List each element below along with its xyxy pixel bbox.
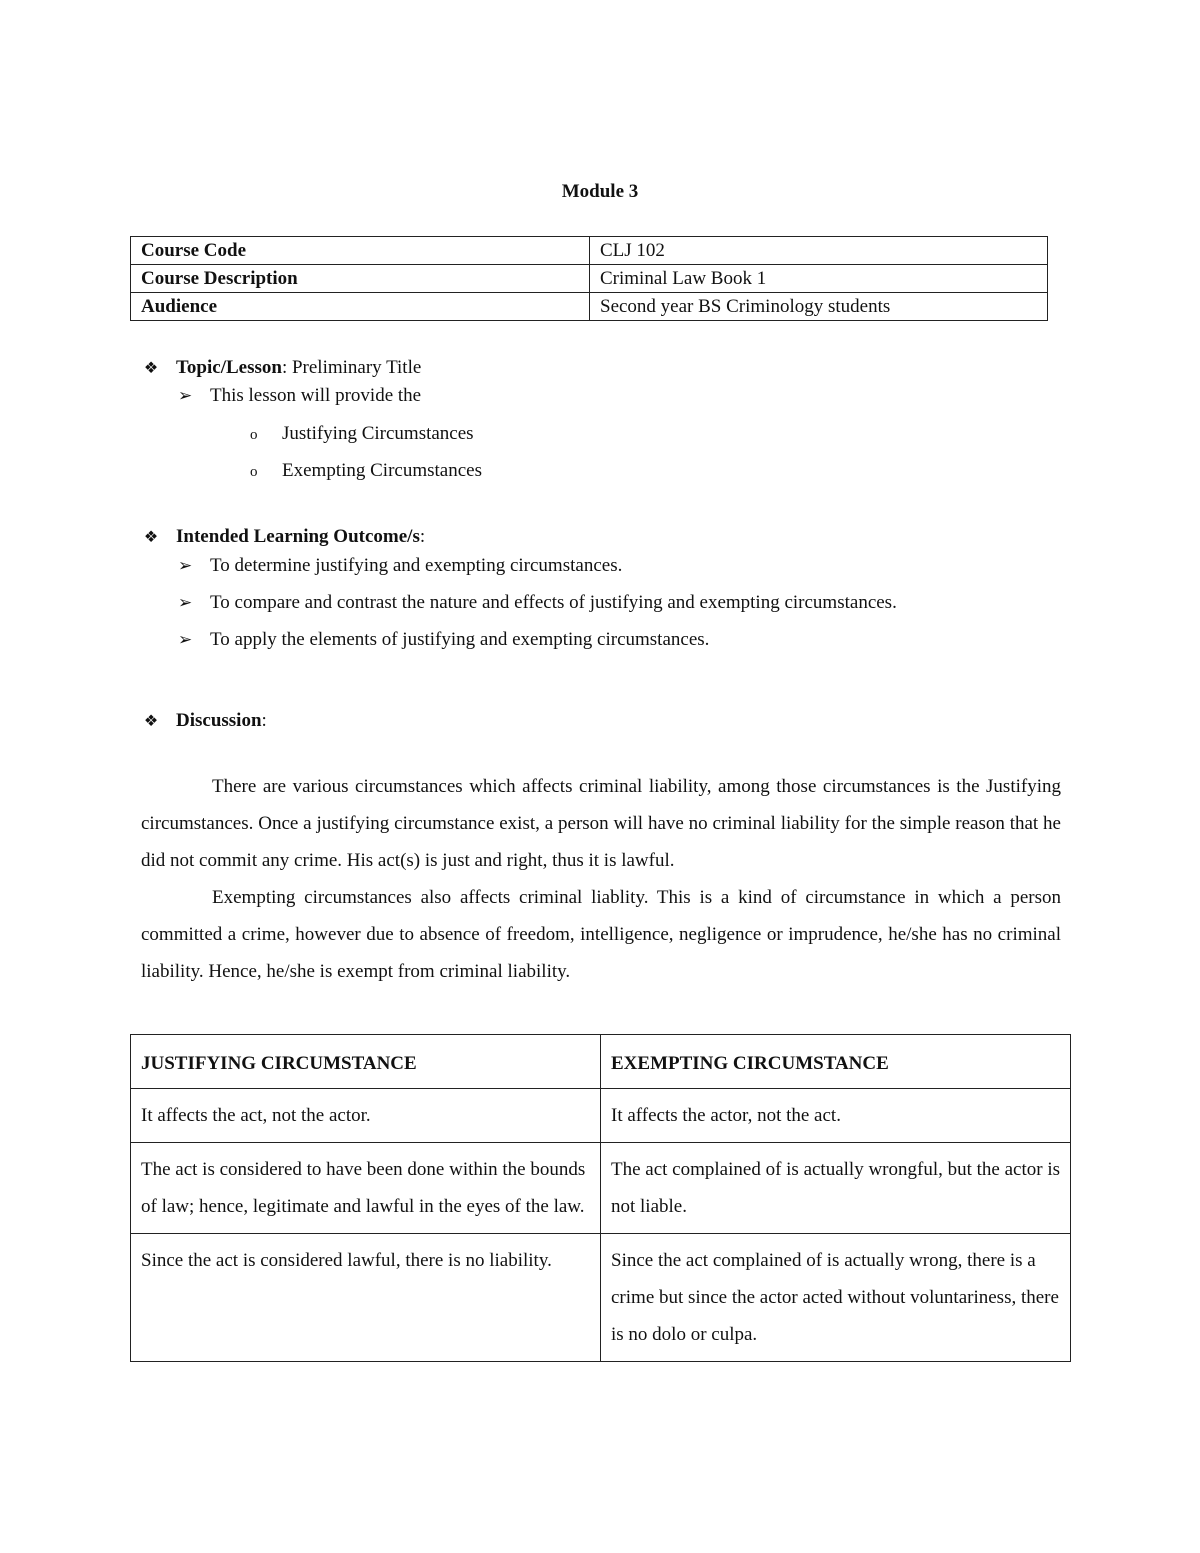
- outcomes-heading: [142, 525, 425, 550]
- comparison-table: [130, 1034, 1071, 1362]
- table-row: [131, 1143, 1071, 1234]
- exempting-cell: Since the act complained of is actually wrong, there is a crime but since the actor acted without voluntariness, there is no dolo or culpa.: [601, 1234, 1071, 1362]
- topic-item-text: Justifying Circumstances: [282, 423, 474, 444]
- discussion-suffix: :: [261, 710, 267, 731]
- exempting-header: EXEMPTING CIRCUMSTANCE: [601, 1035, 1071, 1089]
- table-row: [131, 1234, 1071, 1362]
- table-header-row: [131, 1035, 1071, 1089]
- four-diamond-bullet-icon: ❖: [143, 529, 159, 546]
- course-description-value: Criminal Law Book 1: [590, 265, 1048, 293]
- list-item: [250, 459, 482, 484]
- list-item: [178, 591, 897, 615]
- audience-value: Second year BS Criminology students: [590, 293, 1048, 321]
- circle-bullet-icon: o: [250, 464, 258, 480]
- discussion-heading: [142, 709, 267, 734]
- exempting-cell: The act complained of is actually wrongful, but the actor is not liable.: [601, 1143, 1071, 1234]
- topic-item-text: Exempting Circumstances: [282, 460, 482, 481]
- list-item: [250, 422, 474, 447]
- justifying-cell: It affects the act, not the actor.: [131, 1089, 601, 1143]
- exempting-cell: It affects the actor, not the act.: [601, 1089, 1071, 1143]
- course-code-label: Course Code: [131, 237, 590, 265]
- arrow-bullet-icon: ➢: [178, 630, 193, 649]
- topic-label: Topic/Lesson: [176, 357, 282, 378]
- justifying-cell: Since the act is considered lawful, there is no liability.: [131, 1234, 601, 1362]
- list-item: [178, 554, 622, 578]
- justifying-cell: The act is considered to have been done within the bounds of law; hence, legitimate and lawful in the eyes of the law.: [131, 1143, 601, 1234]
- arrow-bullet-icon: ➢: [178, 593, 193, 612]
- module-title: Module 3: [561, 181, 639, 202]
- four-diamond-bullet-icon: ❖: [143, 713, 159, 730]
- justifying-header: JUSTIFYING CIRCUMSTANCE: [131, 1035, 601, 1089]
- course-info-table: [130, 236, 1048, 321]
- topic-intro-text: This lesson will provide the: [210, 385, 422, 406]
- topic-intro: [178, 384, 421, 408]
- discussion-paragraph: There are various circumstances which affects criminal liability, among those circumstances is the Justifying circumstances. Once a justifying circumstance exist, a person will have no criminal liability for the simple reason that he did not commit any crime. His act(s) is just and right, thus it is lawful.: [141, 776, 1061, 871]
- table-row: [131, 265, 1048, 293]
- list-item: [178, 628, 709, 652]
- discussion-label: Discussion: [176, 710, 262, 731]
- table-row: [131, 293, 1048, 321]
- circle-bullet-icon: o: [250, 427, 258, 443]
- table-row: [131, 1089, 1071, 1143]
- four-diamond-bullet-icon: ❖: [143, 360, 159, 377]
- course-description-label: Course Description: [131, 265, 590, 293]
- outcome-text: To determine justifying and exempting circumstances.: [210, 555, 623, 576]
- arrow-bullet-icon: ➢: [178, 386, 193, 405]
- table-row: [131, 237, 1048, 265]
- outcome-text: To apply the elements of justifying and exempting circumstances.: [210, 629, 710, 650]
- outcome-text: To compare and contrast the nature and effects of justifying and exempting circumstances.: [210, 592, 897, 613]
- outcomes-label: Intended Learning Outcome/s: [176, 526, 420, 547]
- topic-heading: [142, 356, 421, 381]
- discussion-paragraph: Exempting circumstances also affects criminal liablity. This is a kind of circumstance in which a person committed a crime, however due to absence of freedom, intelligence, negligence or imprudence, he/she has no criminal liability. Hence, he/she is exempt from criminal liability.: [141, 887, 1061, 982]
- outcomes-suffix: :: [419, 526, 426, 547]
- audience-label: Audience: [131, 293, 590, 321]
- topic-value: : Preliminary Title: [281, 357, 422, 378]
- arrow-bullet-icon: ➢: [178, 556, 193, 575]
- course-code-value: CLJ 102: [590, 237, 1048, 265]
